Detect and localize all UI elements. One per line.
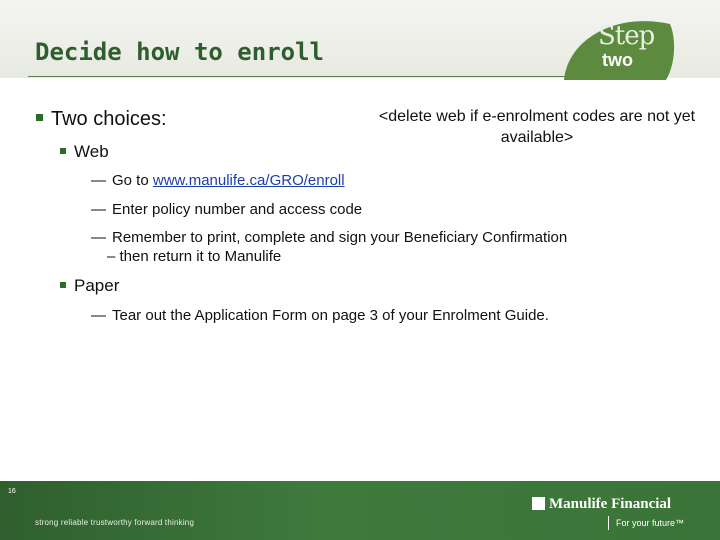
brand-name: Manulife Financial [549,496,672,512]
bullet-square-icon [36,114,43,121]
dash-icon: — [91,201,106,218]
footer-tagline: strong reliable trustworthy forward thinking [35,518,195,527]
web-step-remember-cont: – then return it to Manulife [107,248,282,265]
paper-step-tear-out-text: Tear out the Application Form on page 3 of your Enrolment Guide. [112,307,549,324]
web-step-goto [91,172,345,189]
bullet-two-choices-text: Two choices: [51,108,167,130]
header-divider [28,76,588,77]
dash-icon: — [91,307,106,324]
dash-icon: — [91,229,106,246]
web-step-remember [91,229,567,246]
brand-slogan: For your future™ [616,518,685,528]
manulife-enroll-link[interactable]: www.manulife.ca/GRO/enroll [152,172,345,189]
bullet-square-icon [60,148,66,154]
web-step-enter-code-text: Enter policy number and access code [112,201,363,218]
page-number: 16 [8,488,16,495]
bullet-paper-text: Paper [74,276,120,295]
badge-step-number: two [602,50,633,70]
bullet-paper [60,276,119,296]
editor-note: <delete web if e-enrolment codes are not yet available> [378,108,696,146]
web-step-enter-code [91,201,362,218]
bullet-square-icon [60,282,66,288]
web-step-remember-text: Remember to print, complete and sign your Beneficiary Confirmation [112,229,568,246]
bullet-two-choices [36,108,167,131]
bullet-web-text: Web [74,142,109,161]
manulife-logo-icon [532,497,545,510]
dash-icon: — [91,172,106,189]
footer-divider [608,516,609,530]
bullet-web [60,142,109,162]
badge-step-text: Step [598,21,655,51]
paper-step-tear-out [91,307,549,324]
slide-title: Decide how to enroll [35,38,324,66]
web-step-goto-prefix: Go to [112,172,153,189]
